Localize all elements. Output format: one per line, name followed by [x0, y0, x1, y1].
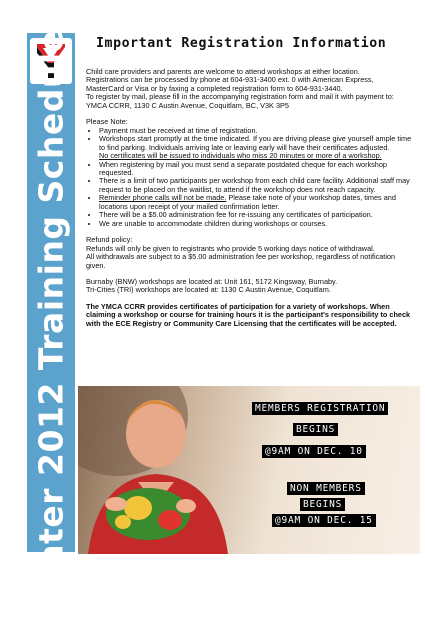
location-line: Burnaby (BNW) workshops are located at: Unit 161, 5172 Kingsway, Burnaby. — [86, 276, 338, 286]
list-item: • Payment must be received at time of registration. — [99, 127, 416, 135]
refund-line: All withdrawals are subject to a $5.00 administration fee per workshop, regardless of notification given. — [86, 252, 396, 270]
sidebar-band — [27, 29, 75, 617]
note-list — [86, 127, 416, 228]
refund-line: Refunds will only be given to registrants who provide 5 working days notice of withdrawal. — [86, 243, 375, 253]
members-begins-label: BEGINS — [293, 423, 338, 436]
list-item — [99, 135, 416, 160]
members-registration-label: MEMBERS REGISTRATION — [252, 402, 388, 415]
list-item: • We are unable to accommodate children during workshops or courses. — [99, 220, 416, 228]
list-item-underlined-text: Reminder phone calls will not be made. — [99, 193, 227, 203]
sidebar-title: Winter 2012 Training Schedule — [31, 29, 71, 617]
list-item — [99, 194, 416, 211]
list-item-text: Workshops start promptly at the time indicated. If you are driving please give yourself ample time to find parking. Individuals arriving late or leaving early will have their certificates adjusted. — [99, 134, 412, 152]
refund-title: Refund policy: — [86, 235, 133, 245]
list-item: • There will be a $5.00 administration fee for re-issuing any certificates of participation. — [99, 211, 416, 219]
list-item-underlined-text: No certificates will be issued to individuals who miss 20 minutes or more of a workshop. — [99, 151, 382, 161]
certificate-note: The YMCA CCRR provides certificates of participation for a variety of workshops. When claiming a workshop or course for training hours it is the participant's responsibility to check with the ECE Registry or Community Care Licensing that the certificates will be accepted. — [86, 301, 411, 328]
nonmembers-date-label: @9AM ON DEC. 15 — [272, 514, 376, 527]
document-body — [86, 68, 416, 328]
page-title: Important Registration Information — [96, 36, 387, 51]
intro-line: MasterCard or Visa or by faxing a completed registration form to 604-931-3440. — [86, 83, 343, 93]
intro-line: To register by mail, please fill in the accompanying registration form and mail it with payment to: — [86, 92, 394, 102]
intro-line: Child care providers and parents are welcome to attend workshops at either location. — [86, 67, 360, 76]
nonmembers-registration-label: NON MEMBERS — [287, 482, 365, 495]
list-item: • When registering by mail you must send a separate postdated cheque for each workshop requested. — [99, 161, 416, 178]
nonmembers-begins-label: BEGINS — [300, 498, 345, 511]
child-photo — [78, 386, 420, 554]
intro-line: YMCA CCRR, 1130 C Austin Avenue, Coquitlam, BC, V3K 3P5 — [86, 100, 289, 110]
members-date-label: @9AM ON DEC. 10 — [262, 445, 366, 458]
location-line: Tri-Cities (TRI) workshops are located at: 1130 C Austin Avenue, Coquitlam. — [86, 285, 331, 295]
intro-line: Registrations can be processed by phone at 604-931-3400 ext. 0 with American Express, — [86, 75, 374, 85]
note-title: Please Note: — [86, 117, 128, 127]
list-item-text: Please take note of your workshop dates, times and locations upon receipt of your mailed confirmation letter. — [99, 193, 396, 211]
list-item: • There is a limit of two participants per workshop from each child care facility. Additional staff may request to be placed on the waitlist, to attend if the workshop does not reach capacity. — [99, 177, 416, 194]
